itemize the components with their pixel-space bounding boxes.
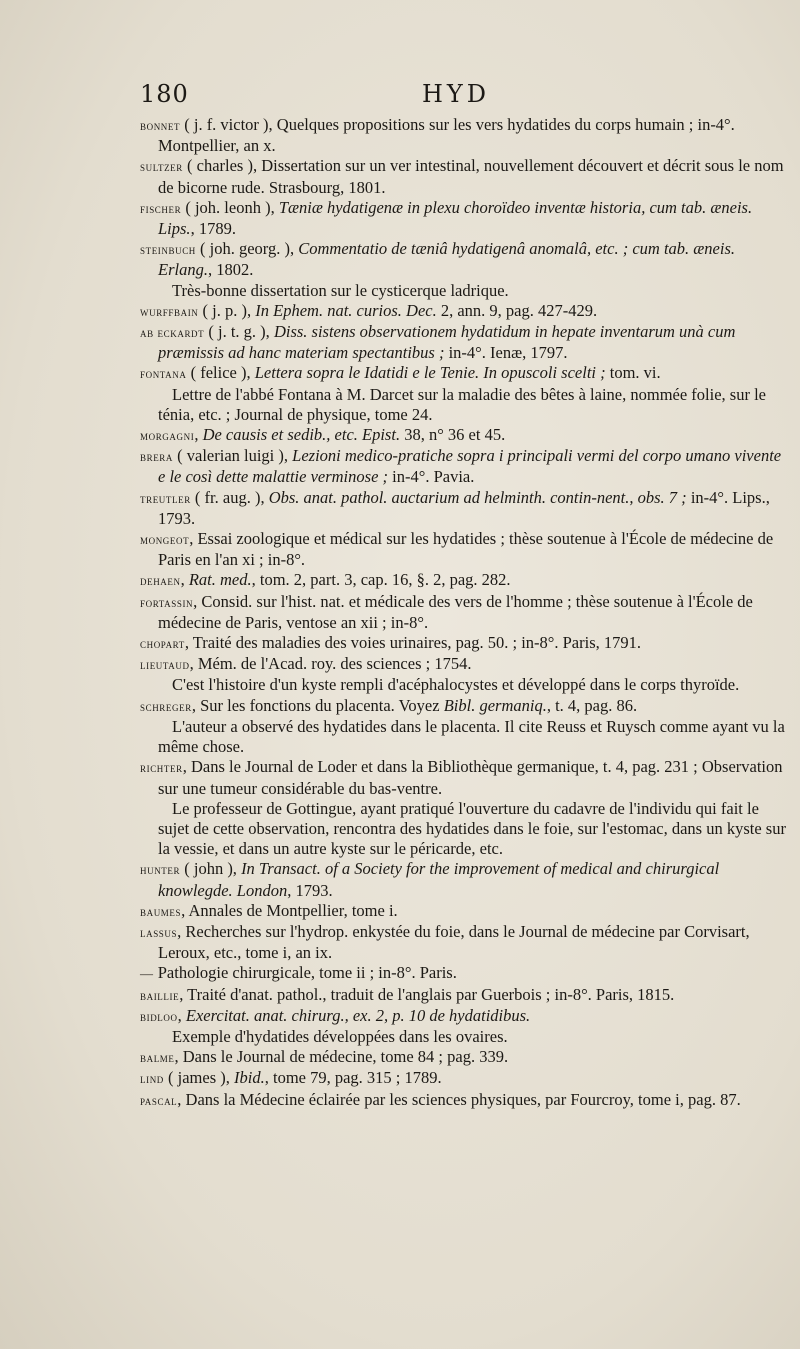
- note-text: C'est l'histoire d'un kyste rempli d'acéphalocystes et développé dans le corps thyroïde.: [172, 675, 740, 695]
- entry-title: In Ephem. nat. curios. Dec.: [255, 300, 437, 320]
- entry-text: ( joh. leonh ),: [181, 197, 279, 217]
- entry-author: sultzer: [140, 159, 183, 175]
- bibliography-list: [140, 115, 792, 1111]
- entry-title: Rat. med.: [188, 570, 252, 590]
- entry-text: ,: [180, 570, 189, 590]
- bibliography-entry: [140, 488, 792, 529]
- entry-author: baumes: [140, 903, 182, 919]
- bibliography-entry: [140, 570, 792, 591]
- entry-author: hunter: [140, 862, 181, 878]
- bibliography-entry: [140, 425, 792, 446]
- entry-text: , Consid. sur l'hist. nat. et médicale des vers de l'homme ; thèse soutenue à l'École de médecine de Paris, ventose an xii ; in-8°.: [158, 591, 753, 632]
- entry-author: treutler: [140, 490, 191, 506]
- entry-title: Commentatio de tæniâ hydatigenâ anomalâ, etc. ; cum tab. æneis. Erlang.: [158, 239, 735, 280]
- entry-title: Exercitat. anat. chirurg., ex. 2, p. 10 de hydatidibus.: [185, 1005, 531, 1025]
- entry-tail: in-4°. Lips., 1793.: [158, 487, 770, 528]
- entry-tail: 2, ann. 9, pag. 427-429.: [436, 300, 598, 320]
- entry-tail: , 1802.: [207, 260, 254, 280]
- entry-tail: , 1793.: [287, 880, 333, 900]
- entry-author: morgagni: [140, 428, 195, 444]
- bibliography-entry: [140, 1090, 792, 1111]
- entry-text: , Mém. de l'Acad. roy. des sciences ; 1754.: [189, 654, 472, 674]
- running-head: HYD: [422, 80, 491, 108]
- entry-author: bidloo: [140, 1008, 178, 1024]
- bibliography-entry: [140, 446, 792, 487]
- entry-author: lassus: [140, 924, 178, 940]
- bibliography-entry: [140, 985, 792, 1006]
- entry-tail: , tome 79, pag. 315 ; 1789.: [264, 1068, 442, 1088]
- entry-text: ( james ),: [163, 1068, 235, 1088]
- entry-author: fontana: [140, 366, 187, 382]
- bibliography-entry: [140, 654, 792, 675]
- entry-tail: in-4°. Ienæ, 1797.: [444, 343, 568, 363]
- entry-title: In Transact. of a Society for the improvement of medical and chirurgical knowlegde. London: [158, 859, 720, 900]
- entry-author: chopart: [140, 636, 185, 652]
- page-header: [140, 80, 790, 110]
- entry-text: Pathologie chirurgicale, tome ii ; in-8°. Paris.: [153, 963, 457, 983]
- bibliography-entry: [140, 592, 792, 633]
- bibliography-entry: [140, 922, 792, 963]
- annotation-note: [140, 717, 792, 757]
- bibliography-entry: [140, 696, 792, 717]
- note-text: L'auteur a observé des hydatides dans le placenta. Il cite Reuss et Ruysch comme ayant vu la même chose.: [158, 716, 785, 757]
- entry-text: ( charles ), Dissertation sur un ver intestinal, nouvellement découvert et décrit sous le nom de bicorne rude. Strasbourg, 1801.: [158, 156, 784, 197]
- entry-author: richter: [140, 760, 183, 776]
- entry-tail: , tom. 2, part. 3, cap. 16, §. 2, pag. 282.: [251, 570, 511, 590]
- entry-title: Lezioni medico-pratiche sopra i principali vermi del corpo umano vivente e le così dette malattie verminose ;: [158, 446, 782, 487]
- entry-author: lieutaud: [140, 657, 190, 673]
- entry-author: fischer: [140, 200, 182, 216]
- entry-text: , Recherches sur l'hydrop. enkystée du foie, dans le Journal de médecine par Corvisart, Leroux, etc., tome i, an ix.: [158, 921, 750, 963]
- bibliography-entry: [140, 1006, 792, 1027]
- entry-title: Tæniæ hydatigenæ in plexu choroïdeo inventæ historia, cum tab. æneis. Lips.: [158, 197, 753, 239]
- entry-author: baillie: [140, 987, 180, 1003]
- entry-tail: , t. 4, pag. 86.: [546, 695, 638, 715]
- entry-text: ( felice ),: [186, 363, 255, 383]
- entry-author: steinbuch: [140, 242, 196, 258]
- bibliography-entry: [140, 198, 792, 239]
- bibliography-entry: [140, 115, 792, 156]
- entry-author: ab eckardt: [140, 325, 205, 341]
- annotation-note: [140, 281, 792, 301]
- entry-title: Obs. anat. pathol. auctarium ad helminth. contin-nent., obs. 7 ;: [268, 487, 687, 507]
- bibliography-entry: [140, 901, 792, 922]
- entry-author: dehaen: [140, 573, 181, 589]
- page-number: 180: [140, 80, 189, 108]
- entry-text: ( valerian luigi ),: [173, 446, 293, 466]
- entry-text: , Traité d'anat. pathol., traduit de l'anglais par Guerbois ; in-8°. Paris, 1815.: [179, 984, 675, 1004]
- entry-text: ( joh. georg. ),: [195, 239, 299, 259]
- note-text: Lettre de l'abbé Fontana à M. Darcet sur la maladie des bêtes à laine, nommée folie, sur le ténia, etc. ; Journal de physique, tome 24.: [158, 384, 766, 424]
- entry-text: ,: [194, 425, 203, 445]
- entry-text: , Dans le Journal de Loder et dans la Bibliothèque germanique, t. 4, pag. 231 ; Observation sur une tumeur considérable du bas-ventre.: [158, 757, 783, 798]
- annotation-note: [140, 675, 792, 695]
- annotation-note: [140, 1027, 792, 1047]
- entry-author: mongeot: [140, 532, 190, 548]
- entry-author: pascal: [140, 1092, 178, 1108]
- entry-text: , Annales de Montpellier, tome i.: [181, 900, 398, 920]
- entry-text: ( j. f. victor ), Quelques propositions sur les vers hydatides du corps humain ; in-4°. Montpellier, an x.: [158, 115, 735, 156]
- entry-text: ,: [177, 1005, 186, 1025]
- entry-text: ( j. t. g. ),: [204, 322, 274, 342]
- bibliography-entry: [140, 963, 792, 984]
- bibliography-entry: [140, 529, 792, 570]
- bibliography-entry: [140, 363, 792, 384]
- entry-author: wurffbain: [140, 303, 199, 319]
- annotation-note: [140, 385, 792, 425]
- entry-text: , Dans le Journal de médecine, tome 84 ; pag. 339.: [174, 1047, 509, 1067]
- entry-tail: , 1789.: [190, 219, 236, 239]
- annotation-note: [140, 799, 792, 860]
- entry-author: —: [140, 966, 154, 982]
- entry-author: fortassin: [140, 594, 194, 610]
- bibliography-entry: [140, 239, 792, 280]
- entry-author: brera: [140, 449, 174, 465]
- bibliography-entry: [140, 859, 792, 900]
- note-text: Très-bonne dissertation sur le cysticerque ladrique.: [172, 280, 509, 300]
- entry-title: De causis et sedib., etc. Epist.: [202, 425, 401, 445]
- entry-author: balme: [140, 1050, 175, 1066]
- note-text: Le professeur de Gottingue, ayant pratiqué l'ouverture du cadavre de l'individu qui fait le sujet de cette observation, rencontra des hydatides dans le foie, sur l'estomac, dans un kyste sur la vessie, et dans un autre kyste sur le péricarde, etc.: [158, 798, 786, 859]
- bibliography-entry: [140, 1068, 792, 1089]
- bibliography-entry: [140, 633, 792, 654]
- entry-title: Bibl. germaniq.: [443, 695, 547, 715]
- entry-title: Diss. sistens observationem hydatidum in hepate inventarum unà cum præmissis ad hanc materiam spectantibus ;: [158, 322, 736, 363]
- entry-title: Lettera sopra le Idatidi e le Tenie. In opuscoli scelti ;: [254, 363, 606, 383]
- entry-author: schreger: [140, 698, 192, 714]
- entry-text: , Essai zoologique et médical sur les hydatides ; thèse soutenue à l'École de médecine de Paris en l'an xi ; in-8°.: [158, 529, 774, 570]
- entry-text: , Traité des maladies des voies urinaires, pag. 50. ; in-8°. Paris, 1791.: [184, 633, 642, 653]
- entry-tail: tom. vi.: [605, 363, 661, 383]
- note-text: Exemple d'hydatides développées dans les ovaires.: [172, 1026, 508, 1046]
- entry-text: ( john ),: [180, 859, 242, 879]
- entry-tail: in-4°. Pavia.: [388, 467, 475, 487]
- entry-author: bonnet: [140, 118, 181, 133]
- bibliography-entry: [140, 1047, 792, 1068]
- entry-text: ( j. p. ),: [198, 300, 256, 320]
- entry-text: , Dans la Médecine éclairée par les sciences physiques, par Fourcroy, tome i, pag. 87.: [177, 1089, 741, 1109]
- bibliography-entry: [140, 322, 792, 363]
- bibliography-entry: [140, 156, 792, 197]
- entry-tail: 38, n° 36 et 45.: [400, 425, 506, 445]
- entry-text: ( fr. aug. ),: [190, 487, 269, 507]
- bibliography-entry: [140, 757, 792, 798]
- entry-text: , Sur les fonctions du placenta. Voyez: [191, 695, 444, 715]
- entry-title: Ibid.: [234, 1068, 265, 1088]
- bibliography-entry: [140, 301, 792, 322]
- entry-author: lind: [140, 1071, 164, 1087]
